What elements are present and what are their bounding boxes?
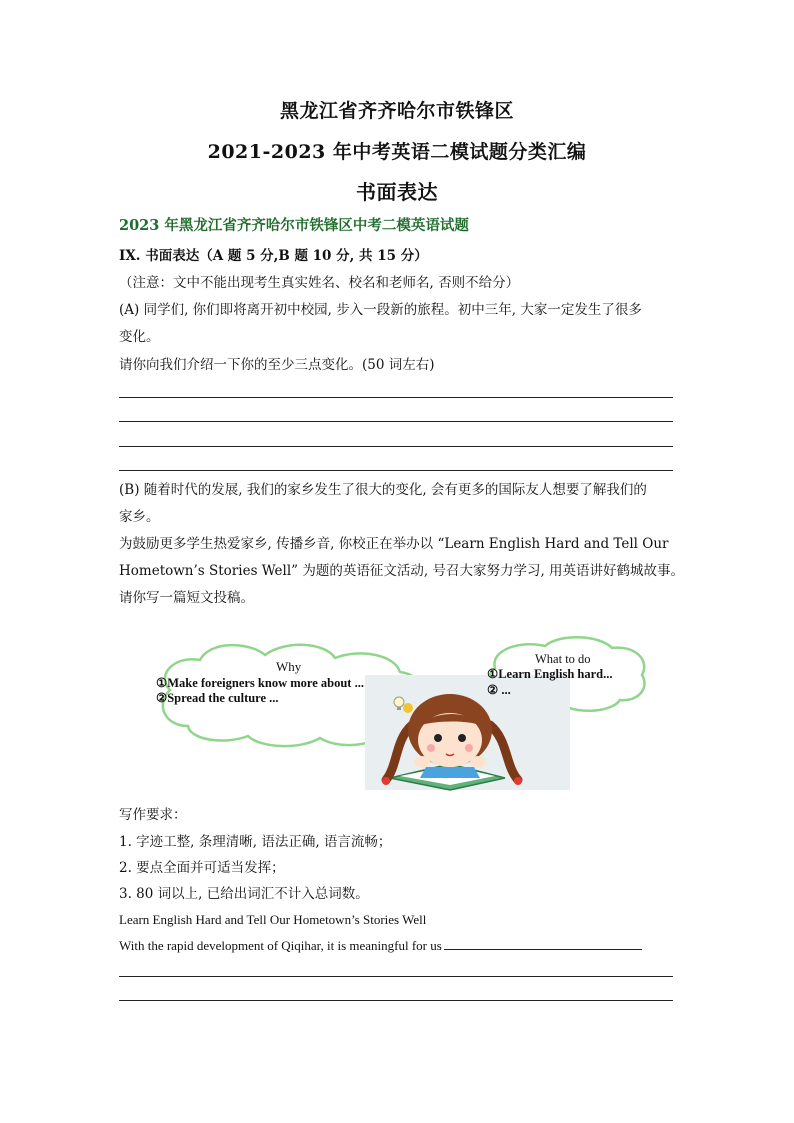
answer-line[interactable]	[119, 421, 673, 422]
part-a-line1: (A) 同学们, 你们即将离开初中校园, 步入一段新的旅程。初中三年, 大家一定发生了很多	[119, 302, 642, 318]
part-b-line1: (B) 随着时代的发展, 我们的家乡发生了很大的变化, 会有更多的国际友人想要了解我们的	[119, 482, 647, 498]
dress	[420, 767, 480, 778]
right-hand	[470, 756, 486, 768]
essay-answer-line[interactable]	[119, 976, 673, 977]
part-b-line3: 为鼓励更多学生热爱家乡, 传播乡音, 你校正在举办以 “Learn English Hard and Tell Our	[119, 536, 669, 552]
requirement-item2: 2. 要点全面并可适当发挥；	[119, 860, 285, 876]
essay-title: Learn English Hard and Tell Our Hometown’s Stories Well	[119, 912, 427, 927]
document-title-line3: 书面表达	[356, 180, 438, 204]
left-cloud-item2: ②Spread the culture ...	[156, 691, 279, 705]
essay-answer-line[interactable]	[119, 1000, 673, 1001]
section-heading: IX. 书面表达（A 题 5 分,B 题 10 分, 共 15 分）	[119, 248, 428, 264]
instruction-note: （注意：文中不能出现考生真实姓名、校名和老师名, 否则不给分）	[119, 275, 520, 291]
left-cloud-title: Why	[276, 659, 302, 674]
right-cloud-item1: ①Learn English hard...	[487, 667, 613, 681]
document-title-line2: 2021-2023 年中考英语二模试题分类汇编	[207, 141, 587, 163]
essay-blank[interactable]	[444, 935, 642, 950]
requirement-item3: 3. 80 词以上, 已给出词汇不计入总词数。	[119, 886, 369, 902]
part-a-line3: 请你向我们介绍一下你的至少三点变化。(50 词左右)	[119, 357, 435, 373]
part-a-line2: 变化。	[119, 329, 160, 345]
essay-opening-text: With the rapid development of Qiqihar, it is meaningful for us	[119, 938, 442, 953]
answer-line[interactable]	[119, 446, 673, 447]
part-b-line4: Hometown’s Stories Well” 为题的英语征文活动, 号召大家努力学习, 用英语讲好鹤城故事。	[119, 563, 685, 579]
left-hand	[414, 756, 430, 768]
part-b-line5: 请你写一篇短文投稿。	[119, 590, 254, 606]
right-cloud-item2: ② ...	[487, 683, 511, 697]
right-cloud-title: What to do	[535, 652, 591, 666]
exam-title: 2023 年黑龙江省齐齐哈尔市铁锋区中考二模英语试题	[119, 217, 469, 234]
answer-line[interactable]	[119, 470, 673, 471]
essay-opening-line	[119, 935, 642, 956]
requirements-heading: 写作要求：	[119, 807, 187, 823]
part-b-line2: 家乡。	[119, 509, 160, 525]
answer-line[interactable]	[119, 397, 673, 398]
document-title-line1: 黑龙江省齐齐哈尔市铁锋区	[279, 100, 514, 122]
left-cloud-item1: ①Make foreigners know more about ...	[156, 676, 364, 690]
requirement-item1: 1. 字迹工整, 条理清晰, 语法正确, 语言流畅；	[119, 834, 392, 850]
